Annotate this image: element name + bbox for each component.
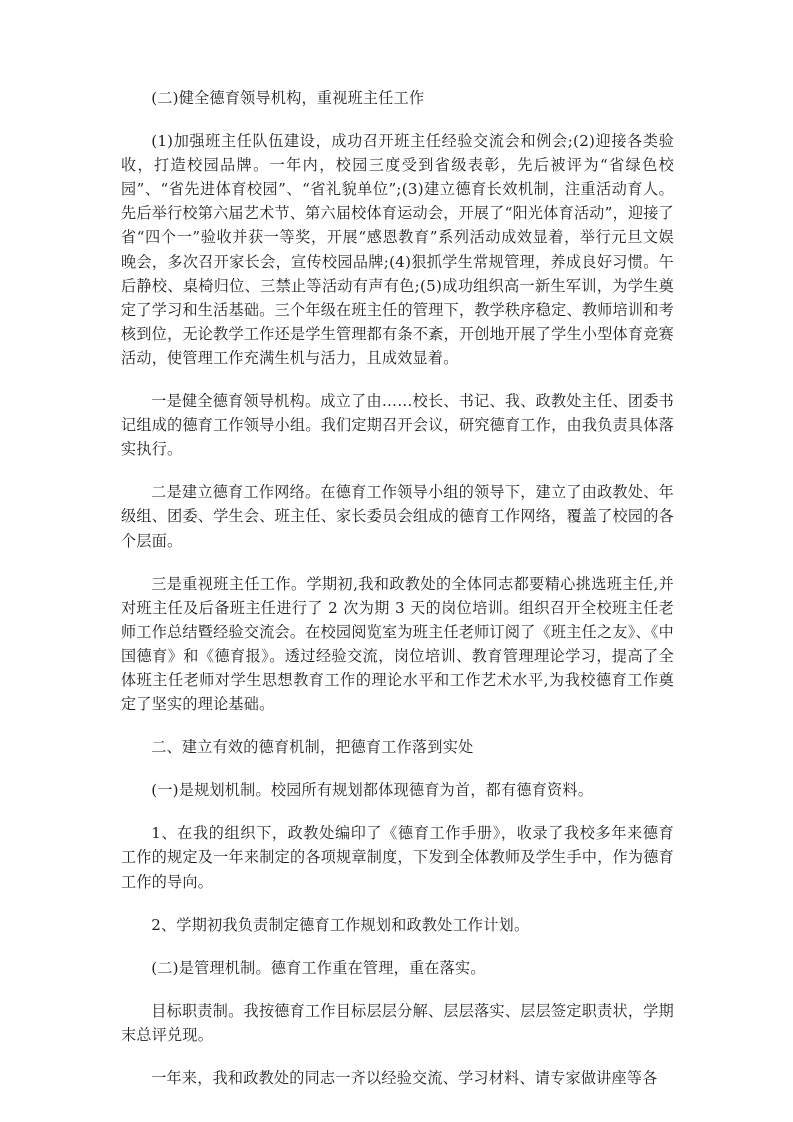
paragraph-banzhuren-achievements: (1)加强班主任队伍建设，成功召开班主任经验交流会和例会;(2)迎接各类验收，打造校园品牌。一年内，校园三度受到省级表彰，先后被评为“省绿色校园”、“省先进体育校园”、“省礼貌单位”;(3)建立德育长效机制，注重活动育人。先后举行校第六届艺术节、第六届校体育运动会，开展了“阳光体育活动”，迎接了省“四个一”验收并获一等奖，开展“感恩教育”系列活动成效显着，举行元旦文娱晚会，多次召开家长会，宣传校园品牌;(4)狠抓学生常规管理，养成良好习惯。午后静校、桌椅归位、三禁止等活动有声有色;(5)成功组织高一新生军训，为学生奠定了学习和生活基础。三个年级在班主任的管理下，教学秩序稳定、教师培训和考核到位，无论教学工作还是学生管理都有条不紊，开创地开展了学生小型体育竞赛活动，使管理工作充满生机与活力，且成效显着。 <box>121 132 674 367</box>
heading-section-two: 二、建立有效的德育机制，把德育工作落到实处 <box>151 738 474 757</box>
document-text-body <box>121 86 674 1090</box>
paragraph-list-item-2: 2、学期初我负责制定德育工作规划和政教处工作计划。 <box>151 915 530 934</box>
paragraph-yinianlai-continued: 一年来，我和政教处的同志一齐以经验交流、学习材料、请专家做讲座等各 <box>151 1069 658 1087</box>
paragraph-list-item-1: 1、在我的组织下，政教处编印了《德育工作手册》，收录了我校多年来德育工作的规定及一年来制定的各项规章制度，下发到全体教师及学生手中，作为德育工作的导向。 <box>121 824 674 891</box>
paragraph-mubiao-zhize-zhi: 目标职责制。我按德育工作目标层层分解、层层落实、层层签定职责状，学期末总评兑现。 <box>121 1001 674 1044</box>
paragraph-yishi-lingdao-jigou: 一是健全德育领导机构。成立了由……校长、书记、我、政教处主任、团委书记组成的德育工作领导小组。我们定期召开会议，研究德育工作，由我负责具体落实执行。 <box>121 392 674 459</box>
heading-jianquan-deyu-lingdao-jigou: (二)健全德育领导机构，重视班主任工作 <box>151 89 425 107</box>
paragraph-ershi-gongzuo-wangluo: 二是建立德育工作网络。在德育工作领导小组的领导下，建立了由政教处、年级组、团委、学生会、班主任、家长委员会组成的德育工作网络，覆盖了校园的各个层面。 <box>121 483 674 550</box>
heading-guanli-jizhi: (二)是管理机制。德育工作重在管理，重在落实。 <box>151 958 486 977</box>
heading-guihua-jizhi: (一)是规划机制。校园所有规划都体现德育为首，都有德育资料。 <box>151 781 594 800</box>
paragraph-sanshi-zhongshi-banzhuren: 三是重视班主任工作。学期初,我和政教处的全体同志都要精心挑选班主任,并对班主任及后备班主任进行了 2 次为期 3 天的岗位培训。组织召开全校班主任老师工作总结暨经验交流会。在校园阅览室为班主任老师订阅了《班主任之友》、《中国德育》和《德育报》。透过经验交流，岗位培训、教育管理理论学习，提高了全体班主任老师对学生思想教育工作的理论水平和工作艺术水平,为我校德育工作奠定了坚实的理论基础。 <box>121 574 674 714</box>
